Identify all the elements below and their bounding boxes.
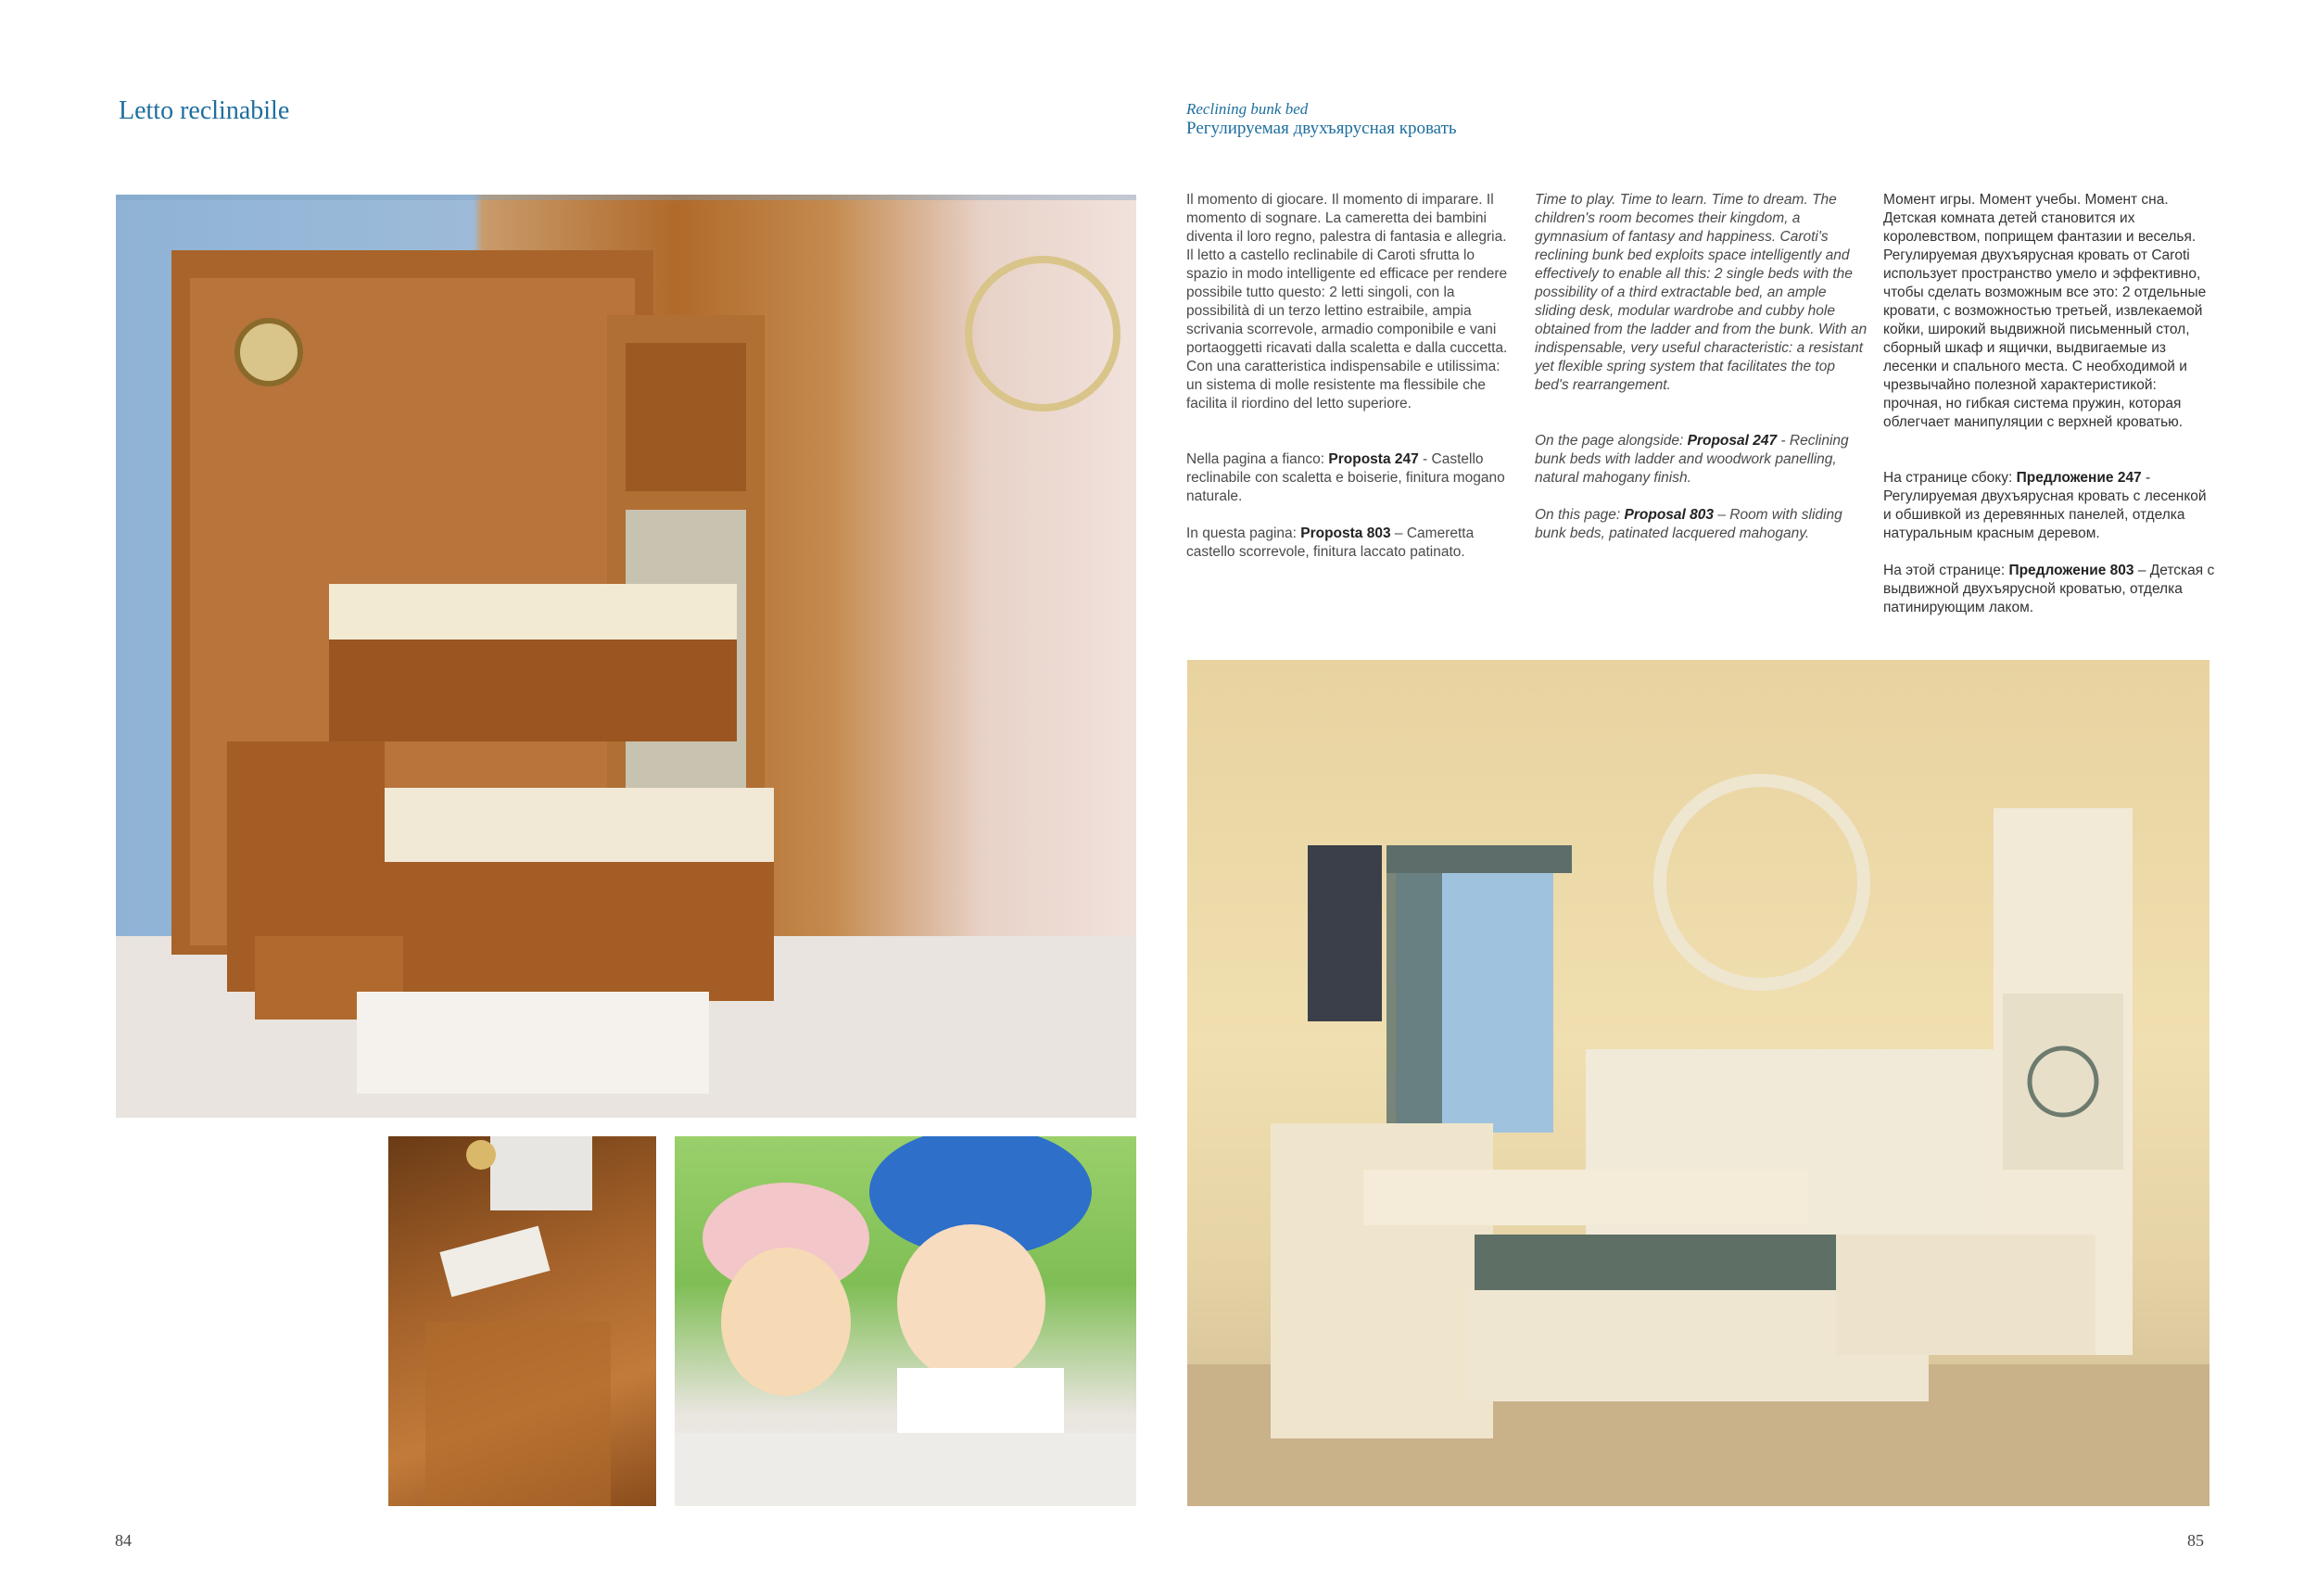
children-illustration [675,1136,1136,1506]
sliding-bunk-room-photo [1187,660,2209,1506]
page-number-left: 84 [115,1531,132,1550]
room-illustration [1187,660,2209,1506]
page-title-english: Reclining bunk bed [1186,100,1309,118]
desk-detail-photo [388,1136,656,1506]
russian-captions: На странице сбоку: Предложение 247 - Регулируемая двухъярусная кровать с лесенкой и обшивкой из деревянных панелей, отделка натуральным красным деревом. На этой странице: Предложение 803 – Детская с выдвижной двухъярусной кроватью, отделка патинирующим лаком. [1883,470,2215,615]
text-column-english [1535,191,1868,543]
english-captions: On the page alongside: Proposal 247 - Reclining bunk beds with ladder and woodwork panelling, natural mahogany finish. On this page: Proposal 803 – Room with sliding bunk beds, patinated lacquered mahogany. [1535,433,1849,541]
english-paragraph: Time to play. Time to learn. Time to dream. The children's room becomes their kingdom, a gymnasium of fantasy and happiness. Caroti's reclining bunk bed exploits space intelligently and effectively to enable all this: 2 single beds with the possibility of a third extractable bed, an ample sliding desk, modular wardrobe and cubby hole obtained from the ladder and from the bunk. With an indispensable, very useful characteristic: a resistant yet flexible spring system that facilitates the top bed's rearrangement. [1535,192,1868,393]
bunk-bed-illustration [116,195,1136,1118]
page-title-italian: Letto reclinabile [119,96,290,125]
russian-paragraph: Момент игры. Момент учебы. Момент сна. Детская комната детей становится их королевством, поприщем фантазии и веселья. Регулируемая двухъярусная кровать от Caroti использует пространство умело и эффективно, чтобы сделать возможным все это: 2 отдельные кровати, с возможностью третьей, извлекаемой койки, широкий выдвижной письменный стол, сборный шкаф и ящички, выдвигаемые из лесенки и спального места. С необходимой и чрезвычайно полезной характеристикой: прочная, но гибкая система пружин, которая облегчает манипуляции с верхней кроватью. [1883,192,2207,430]
page-number-right: 85 [2187,1531,2204,1550]
page-title-russian: Регулируемая двухъярусная кровать [1186,119,1457,138]
bunk-bed-photo [116,195,1136,1118]
text-column-italian [1186,191,1511,562]
desk-illustration [388,1136,656,1506]
children-baking-photo [675,1136,1136,1506]
italian-captions: Nella pagina a fianco: Proposta 247 - Castello reclinabile con scaletta e boiserie, finitura mogano naturale. In questa pagina: Proposta 803 – Cameretta castello scorrevole, finitura laccato patinato. [1186,451,1505,560]
text-column-russian [1883,191,2217,617]
italian-paragraph: Il momento di giocare. Il momento di imparare. Il momento di sognare. La cameretta dei bambini diventa il loro regno, palestra di fantasia e allegria. Il letto a castello reclinabile di Caroti sfrutta lo spazio in modo intelligente ed efficace per rendere possibile tutto questo: 2 letti singoli, con la possibilità di un terzo lettino estraibile, ampia scrivania scorrevole, armadio componibile e vani portaoggetti ricavati dalla scaletta e dalla cuccetta. Con una caratteristica indispensabile e utilissima: un sistema di molle resistente ma flessibile che facilita il riordino del letto superiore. [1186,192,1508,412]
